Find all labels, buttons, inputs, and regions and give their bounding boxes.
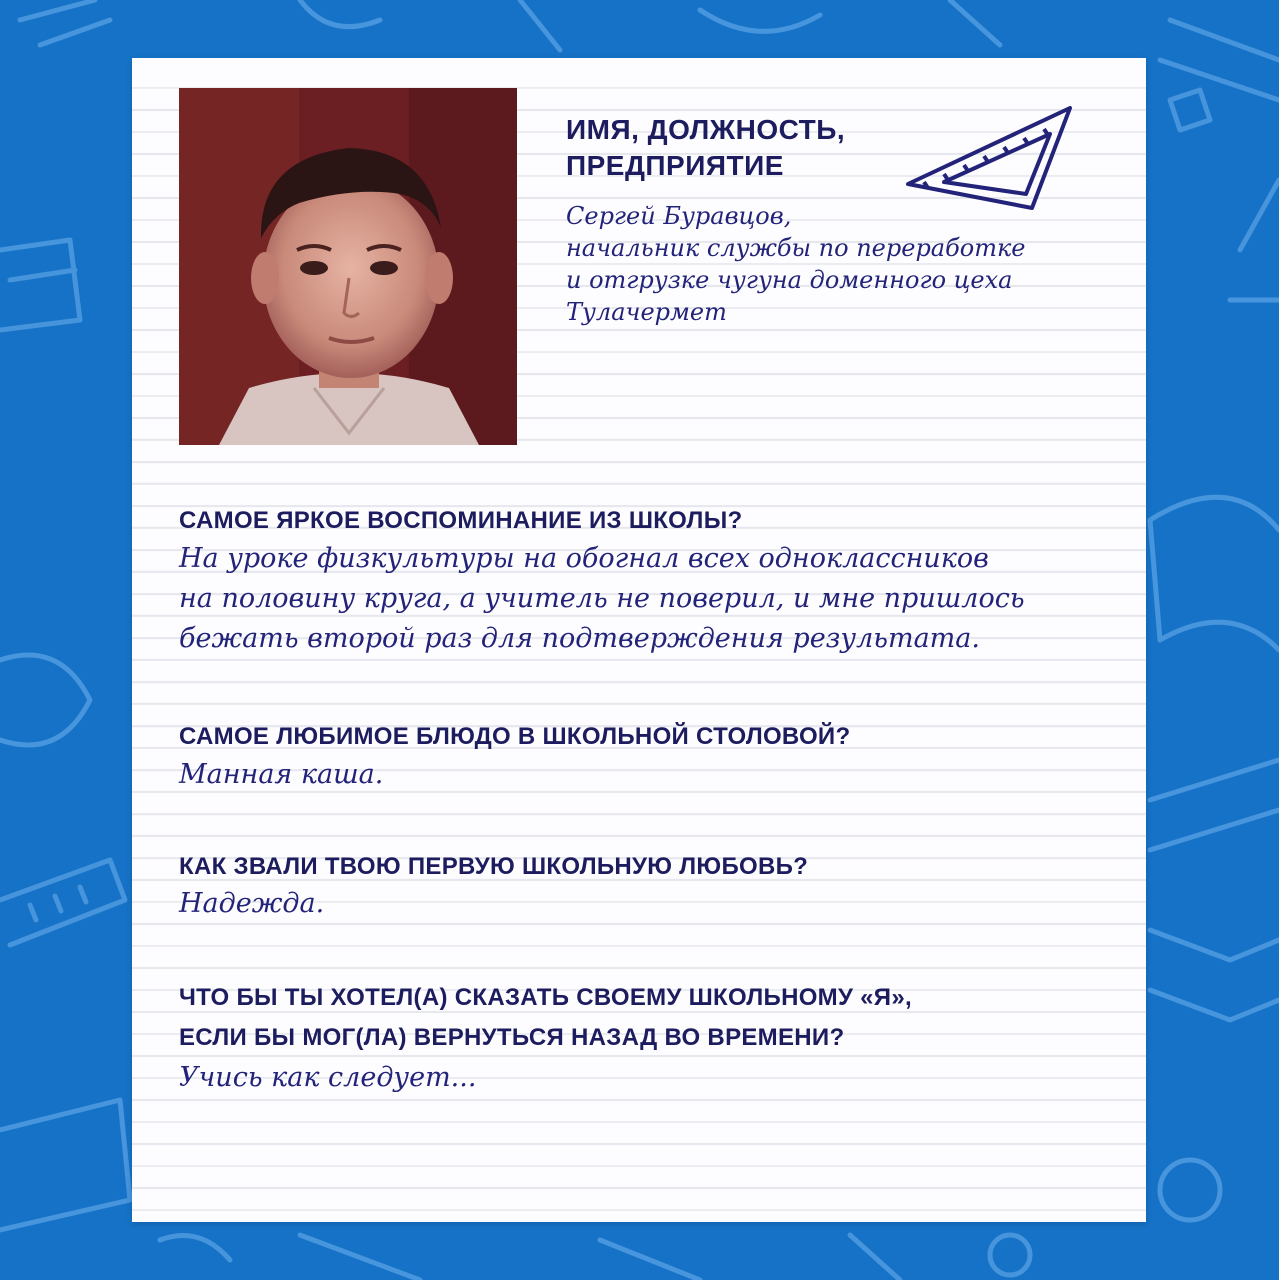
profile-answer-line: Сергей Буравцов, (566, 202, 792, 230)
question-line: ЧТО БЫ ТЫ ХОТЕЛ(А) СКАЗАТЬ СВОЕМУ ШКОЛЬНОМУ «Я», (179, 984, 912, 1011)
childhood-photo (179, 88, 517, 445)
profile-answer-line: и отгрузке чугуна доменного цеха (566, 266, 1013, 294)
profile-answer-line: начальник службы по переработке (566, 234, 1026, 262)
boy-portrait-image (179, 88, 517, 445)
questionnaire-card (132, 58, 1146, 1222)
question-line: САМОЕ ЯРКОЕ ВОСПОМИНАНИЕ ИЗ ШКОЛЫ? (179, 507, 743, 534)
answer-line: Надежда. (179, 888, 325, 919)
profile-heading-line: ПРЕДПРИЯТИЕ (566, 150, 784, 181)
question-line: КАК ЗВАЛИ ТВОЮ ПЕРВУЮ ШКОЛЬНУЮ ЛЮБОВЬ? (179, 853, 809, 880)
answer-4 (179, 1058, 1119, 1098)
answer-3 (179, 884, 1119, 924)
answer-line: Манная каша. (179, 759, 384, 790)
question-line: ЕСЛИ БЫ МОГ(ЛА) ВЕРНУТЬСЯ НАЗАД ВО ВРЕМЕНИ? (179, 1024, 845, 1051)
question-3 (179, 847, 1109, 887)
profile-answer (566, 200, 1086, 328)
question-line: САМОЕ ЛЮБИМОЕ БЛЮДО В ШКОЛЬНОЙ СТОЛОВОЙ? (179, 723, 851, 750)
answer-2 (179, 755, 1119, 795)
answer-line: Учись как следует... (179, 1062, 477, 1093)
question-4 (179, 978, 1109, 1058)
profile-answer-line: Тулачермет (566, 298, 727, 326)
profile-heading (566, 112, 926, 184)
set-square-icon (904, 102, 1074, 212)
question-2 (179, 717, 1109, 757)
question-1 (179, 501, 1109, 541)
answer-line: на половину круга, а учитель не поверил, и мне пришлось (179, 583, 1025, 614)
answer-line: На уроке физкультуры на обогнал всех одноклассников (179, 543, 989, 574)
profile-heading-line: ИМЯ, ДОЛЖНОСТЬ, (566, 114, 846, 145)
answer-line: бежать второй раз для подтверждения результата. (179, 623, 980, 654)
answer-1 (179, 539, 1119, 659)
